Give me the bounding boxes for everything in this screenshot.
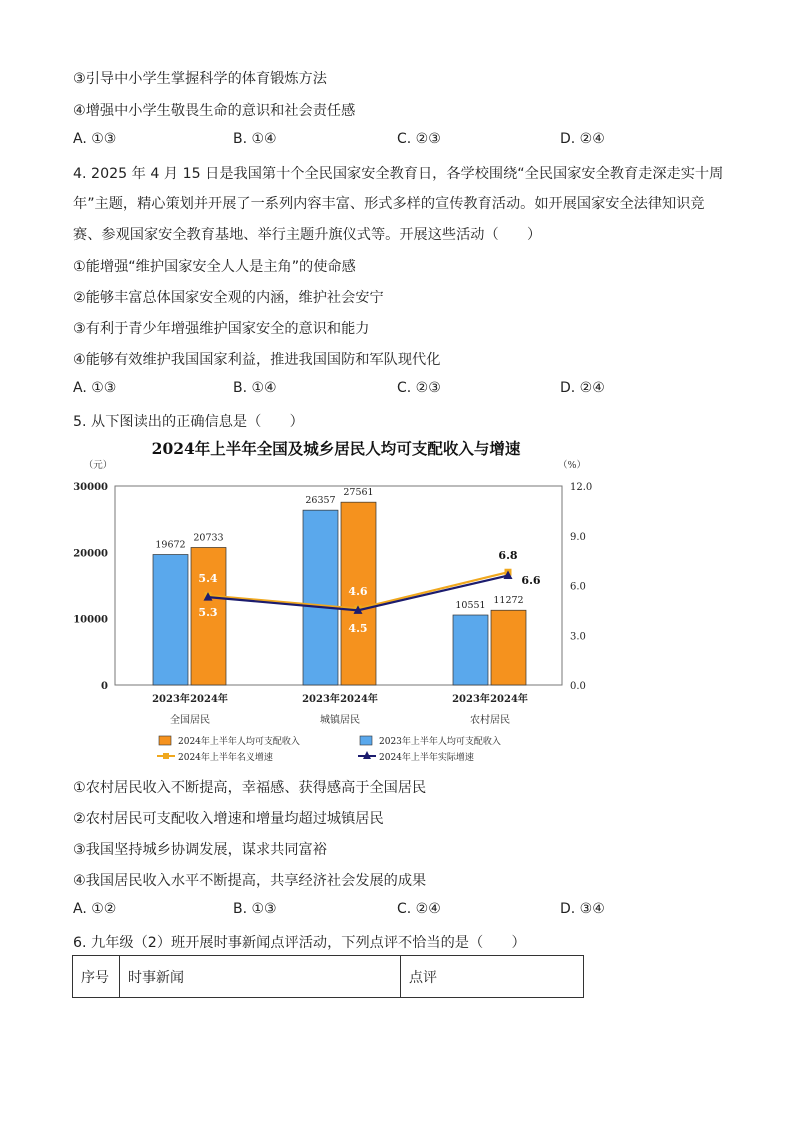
- q4-item-3: ③有利于青少年增强维护国家安全的意识和能力: [73, 321, 370, 337]
- q4-stem-line-1: 4. 2025 年 4 月 15 日是我国第十个全民国家安全教育日，各学校围绕“全民国家安全教育走深走实十周: [73, 166, 724, 182]
- nominal-growth-label: 4.6: [348, 585, 368, 598]
- bar-2023: [453, 615, 488, 685]
- q4-item-1: ①能增强“维护国家安全人人是主角”的使命感: [73, 259, 356, 275]
- q4-option-a: A. ①③: [73, 380, 117, 396]
- x-year-label: 2024年: [490, 694, 528, 705]
- x-year-label: 2023年: [152, 694, 190, 705]
- q5-option-c: C. ②④: [397, 901, 441, 917]
- bar-data-label: 20733: [193, 532, 224, 544]
- legend-label-real-growth: 2024年上半年实际增速: [379, 753, 474, 763]
- table-header-row: [73, 956, 584, 998]
- y-right-unit: （%）: [557, 460, 587, 471]
- bar-data-label: 11272: [493, 595, 524, 607]
- nominal-growth-label: 5.4: [198, 572, 218, 585]
- y-right-tick: 12.0: [570, 482, 593, 493]
- q3-option-a: A. ①③: [73, 131, 117, 147]
- q5-item-3: ③我国坚持城乡协调发展，谋求共同富裕: [73, 842, 327, 858]
- legend-label-2023-income: 2023年上半年人均可支配收入: [379, 737, 501, 747]
- q5-options: [73, 901, 633, 921]
- bar-2023: [153, 555, 188, 685]
- legend-label-2024-income: 2024年上半年人均可支配收入: [178, 737, 300, 747]
- q4-stem-line-2: 年”主题，精心策划并开展了一系列内容丰富、形式多样的宣传教育活动。如开展国家安全法律知识竞: [73, 196, 705, 212]
- legend-swatch-2024-income: [159, 736, 171, 745]
- x-year-label: 2023年: [452, 694, 490, 705]
- header-comment: 点评: [401, 956, 584, 998]
- bar-data-label: 19672: [155, 539, 186, 551]
- header-news: 时事新闻: [120, 956, 401, 998]
- q5-option-d: D. ③④: [560, 901, 605, 917]
- bar-data-label: 27561: [343, 487, 374, 499]
- q4-option-d: D. ②④: [560, 380, 605, 396]
- legend-swatch-nominal-marker: [163, 753, 169, 759]
- q3-item-4: ④增强中小学生敬畏生命的意识和社会责任感: [73, 103, 356, 119]
- news-table: [72, 955, 584, 998]
- y-left-unit: （元）: [83, 460, 113, 471]
- q4-options: [73, 380, 633, 400]
- q5-stem: 5. 从下图读出的正确信息是（ ）: [73, 414, 304, 430]
- chart-title: 2024年上半年全国及城乡居民人均可支配收入与增速: [151, 439, 521, 458]
- bar-2024: [491, 610, 526, 685]
- q4-option-b: B. ①④: [233, 380, 277, 396]
- x-year-label: 2024年: [190, 694, 228, 705]
- x-group-label: 城镇居民: [320, 715, 360, 726]
- x-year-label: 2023年: [302, 694, 340, 705]
- y-right-tick: 0.0: [570, 681, 586, 692]
- q4-item-2: ②能够丰富总体国家安全观的内涵，维护社会安宁: [73, 290, 384, 306]
- q4-option-c: C. ②③: [397, 380, 441, 396]
- x-group-label: 全国居民: [170, 715, 210, 726]
- q4-stem-line-3: 赛、参观国家安全教育基地、举行主题升旗仪式等。开展这些活动（ ）: [73, 227, 542, 243]
- legend-swatch-2023-income: [360, 736, 372, 745]
- real-growth-label: 5.3: [198, 606, 218, 619]
- q3-option-b: B. ①④: [233, 131, 277, 147]
- bar-data-label: 10551: [455, 600, 486, 612]
- q5-item-1: ①农村居民收入不断提高，幸福感、获得感高于全国居民: [73, 780, 427, 796]
- income-chart: [73, 432, 600, 772]
- nominal-growth-label: 6.8: [498, 549, 518, 562]
- bar-data-label: 26357: [305, 495, 336, 507]
- y-left-tick: 20000: [73, 548, 108, 560]
- real-growth-label: 6.6: [521, 574, 541, 587]
- y-left-tick: 30000: [73, 482, 108, 493]
- q6-stem: 6. 九年级（2）班开展时事新闻点评活动，下列点评不恰当的是（ ）: [73, 935, 526, 951]
- header-index: 序号: [73, 956, 120, 998]
- x-group-label: 农村居民: [470, 715, 510, 726]
- q3-item-3: ③引导中小学生掌握科学的体育锻炼方法: [73, 71, 327, 87]
- q3-option-c: C. ②③: [397, 131, 441, 147]
- q5-option-a: A. ①②: [73, 901, 117, 917]
- q3-options: [73, 131, 633, 151]
- y-left-tick: 10000: [73, 614, 108, 626]
- y-right-tick: 9.0: [570, 531, 586, 543]
- legend-label-nominal-growth: 2024年上半年名义增速: [178, 753, 273, 763]
- q5-item-4: ④我国居民收入水平不断提高，共享经济社会发展的成果: [73, 873, 427, 889]
- q5-option-b: B. ①③: [233, 901, 277, 917]
- y-right-tick: 3.0: [570, 631, 586, 643]
- q5-item-2: ②农村居民可支配收入增速和增量均超过城镇居民: [73, 811, 384, 827]
- real-growth-label: 4.5: [348, 622, 368, 635]
- x-year-label: 2024年: [340, 694, 378, 705]
- bar-2023: [303, 510, 338, 685]
- q4-item-4: ④能够有效维护我国国家利益，推进我国国防和军队现代化: [73, 352, 441, 368]
- y-right-tick: 6.0: [570, 581, 586, 593]
- y-left-tick: 0: [101, 681, 108, 692]
- q3-option-d: D. ②④: [560, 131, 605, 147]
